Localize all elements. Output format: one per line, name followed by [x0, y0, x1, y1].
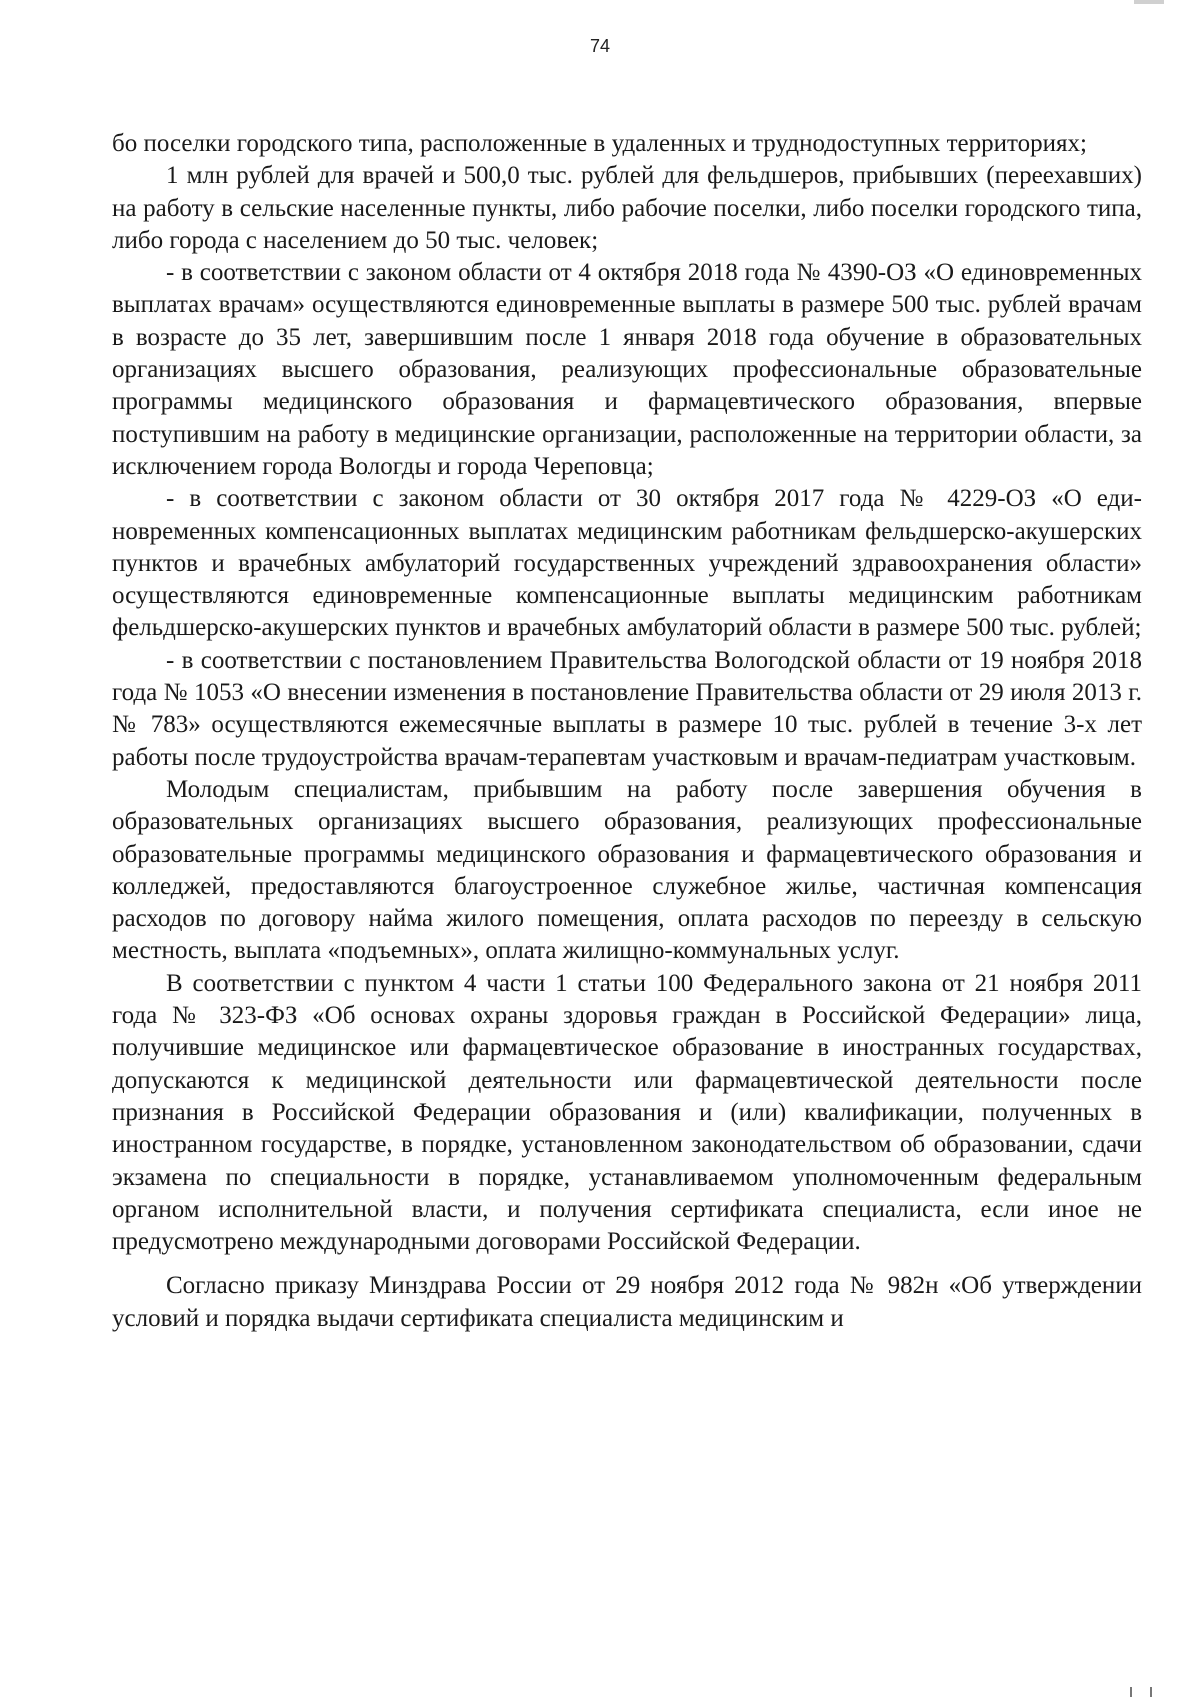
page-number: 74	[589, 36, 611, 56]
paragraph-payment-amounts: 1 млн рублей для врачей и 500,0 тыс. рублей для фельдшеров, прибывших (переехавших) на работу в сельские населенные пункты, либо рабочие поселки, либо поселки городского типа, либо города с населением до 50 тыс. человек;	[112, 162, 1142, 254]
scan-edge-mark	[1134, 0, 1164, 4]
paragraph-federal-law-323: В соответствии с пунктом 4 части 1 статьи 100 Федерального закона от 21 ноября 2011 года № 323-ФЗ «Об основах охраны здоровья граждан в Российской Федерации» лица, получившие медицинское или фармацевтическое образование в иностранных государствах, допускаются к медицинской деятельности или фармацевтической деятельности после признания в Российской Федерации образования и (или) квалификации, полученных в иностранном государстве, в порядке, установленном законодательством об образовании, сдачи экзамена по специальности в порядке, устанавливаемом уполномоченным федеральным органом исполнительной власти, и получения сертификата специалиста, если иное не предусмотрено международными договорами Российской Федерации.	[112, 969, 1142, 1256]
paragraph-law-4229: - в соответствии с законом области от 30 октября 2017 года № 4229-ОЗ «О единовременных компенсационных выплатах медицинским работникам фельдшерско-акушерских пунктов и врачебных амбулаторий государственных учреждений здравоохранения области» осуществляются единовременные компенсационные выплаты медицинским работникам фельдшерско-акушерских пунктов и врачебных амбулаторий области в размере 500 тыс. рублей;	[112, 485, 1142, 642]
paragraph-resolution-1053: - в соответствии с постановлением Правительства Вологодской области от 19 ноября 2018 года № 1053 «О внесении изменения в постановление Правительства области от 29 июля 2013 г. № 783» осуществляются ежемесячные выплаты в размере 10 тыс. рублей в течение 3-х лет работы после трудоустройства врачам-терапевтам участковым и врачам-педиатрам участковым.	[112, 646, 1142, 771]
scan-edge-mark-bottom	[1130, 1687, 1152, 1697]
document-body	[112, 128, 1142, 1335]
paragraph-continuation: бо поселки городского типа, расположенные в удаленных и труднодоступных территориях;	[112, 130, 1087, 157]
paragraph-young-specialists: Молодым специалистам, прибывшим на работу после завершения обучения в образовательных организациях высшего образования, реализующих профессиональные образовательные программы медицинского образования и фармацевтического образования и колледжей, предоставляются благоустроенное служебное жилье, частичная компенсация расходов по договору найма жилого помещения, оплата расходов по переезду в сельскую местность, выплата «подъемных», оплата жилищно-коммунальных услуг.	[112, 775, 1142, 965]
paragraph-law-4390: - в соответствии с законом области от 4 октября 2018 года № 4390-ОЗ «О единовременных выплатах врачам» осуществляются единовременные выплаты в размере 500 тыс. рублей врачам в возрасте до 35 лет, завершившим после 1 января 2018 года обучение в образовательных организациях высшего образования, реализующих профессиональные образовательные программы медицинского образования и фармацевтического образования, впервые поступившим на работу в медицинские организации, расположенные на территории области, за исключением города Вологды и города Череповца;	[112, 259, 1142, 480]
paragraph-order-982n: Согласно приказу Минздрава России от 29 ноября 2012 года № 982н «Об утверждении условий и порядка выдачи сертификата специалиста медицинским и	[112, 1272, 1142, 1332]
